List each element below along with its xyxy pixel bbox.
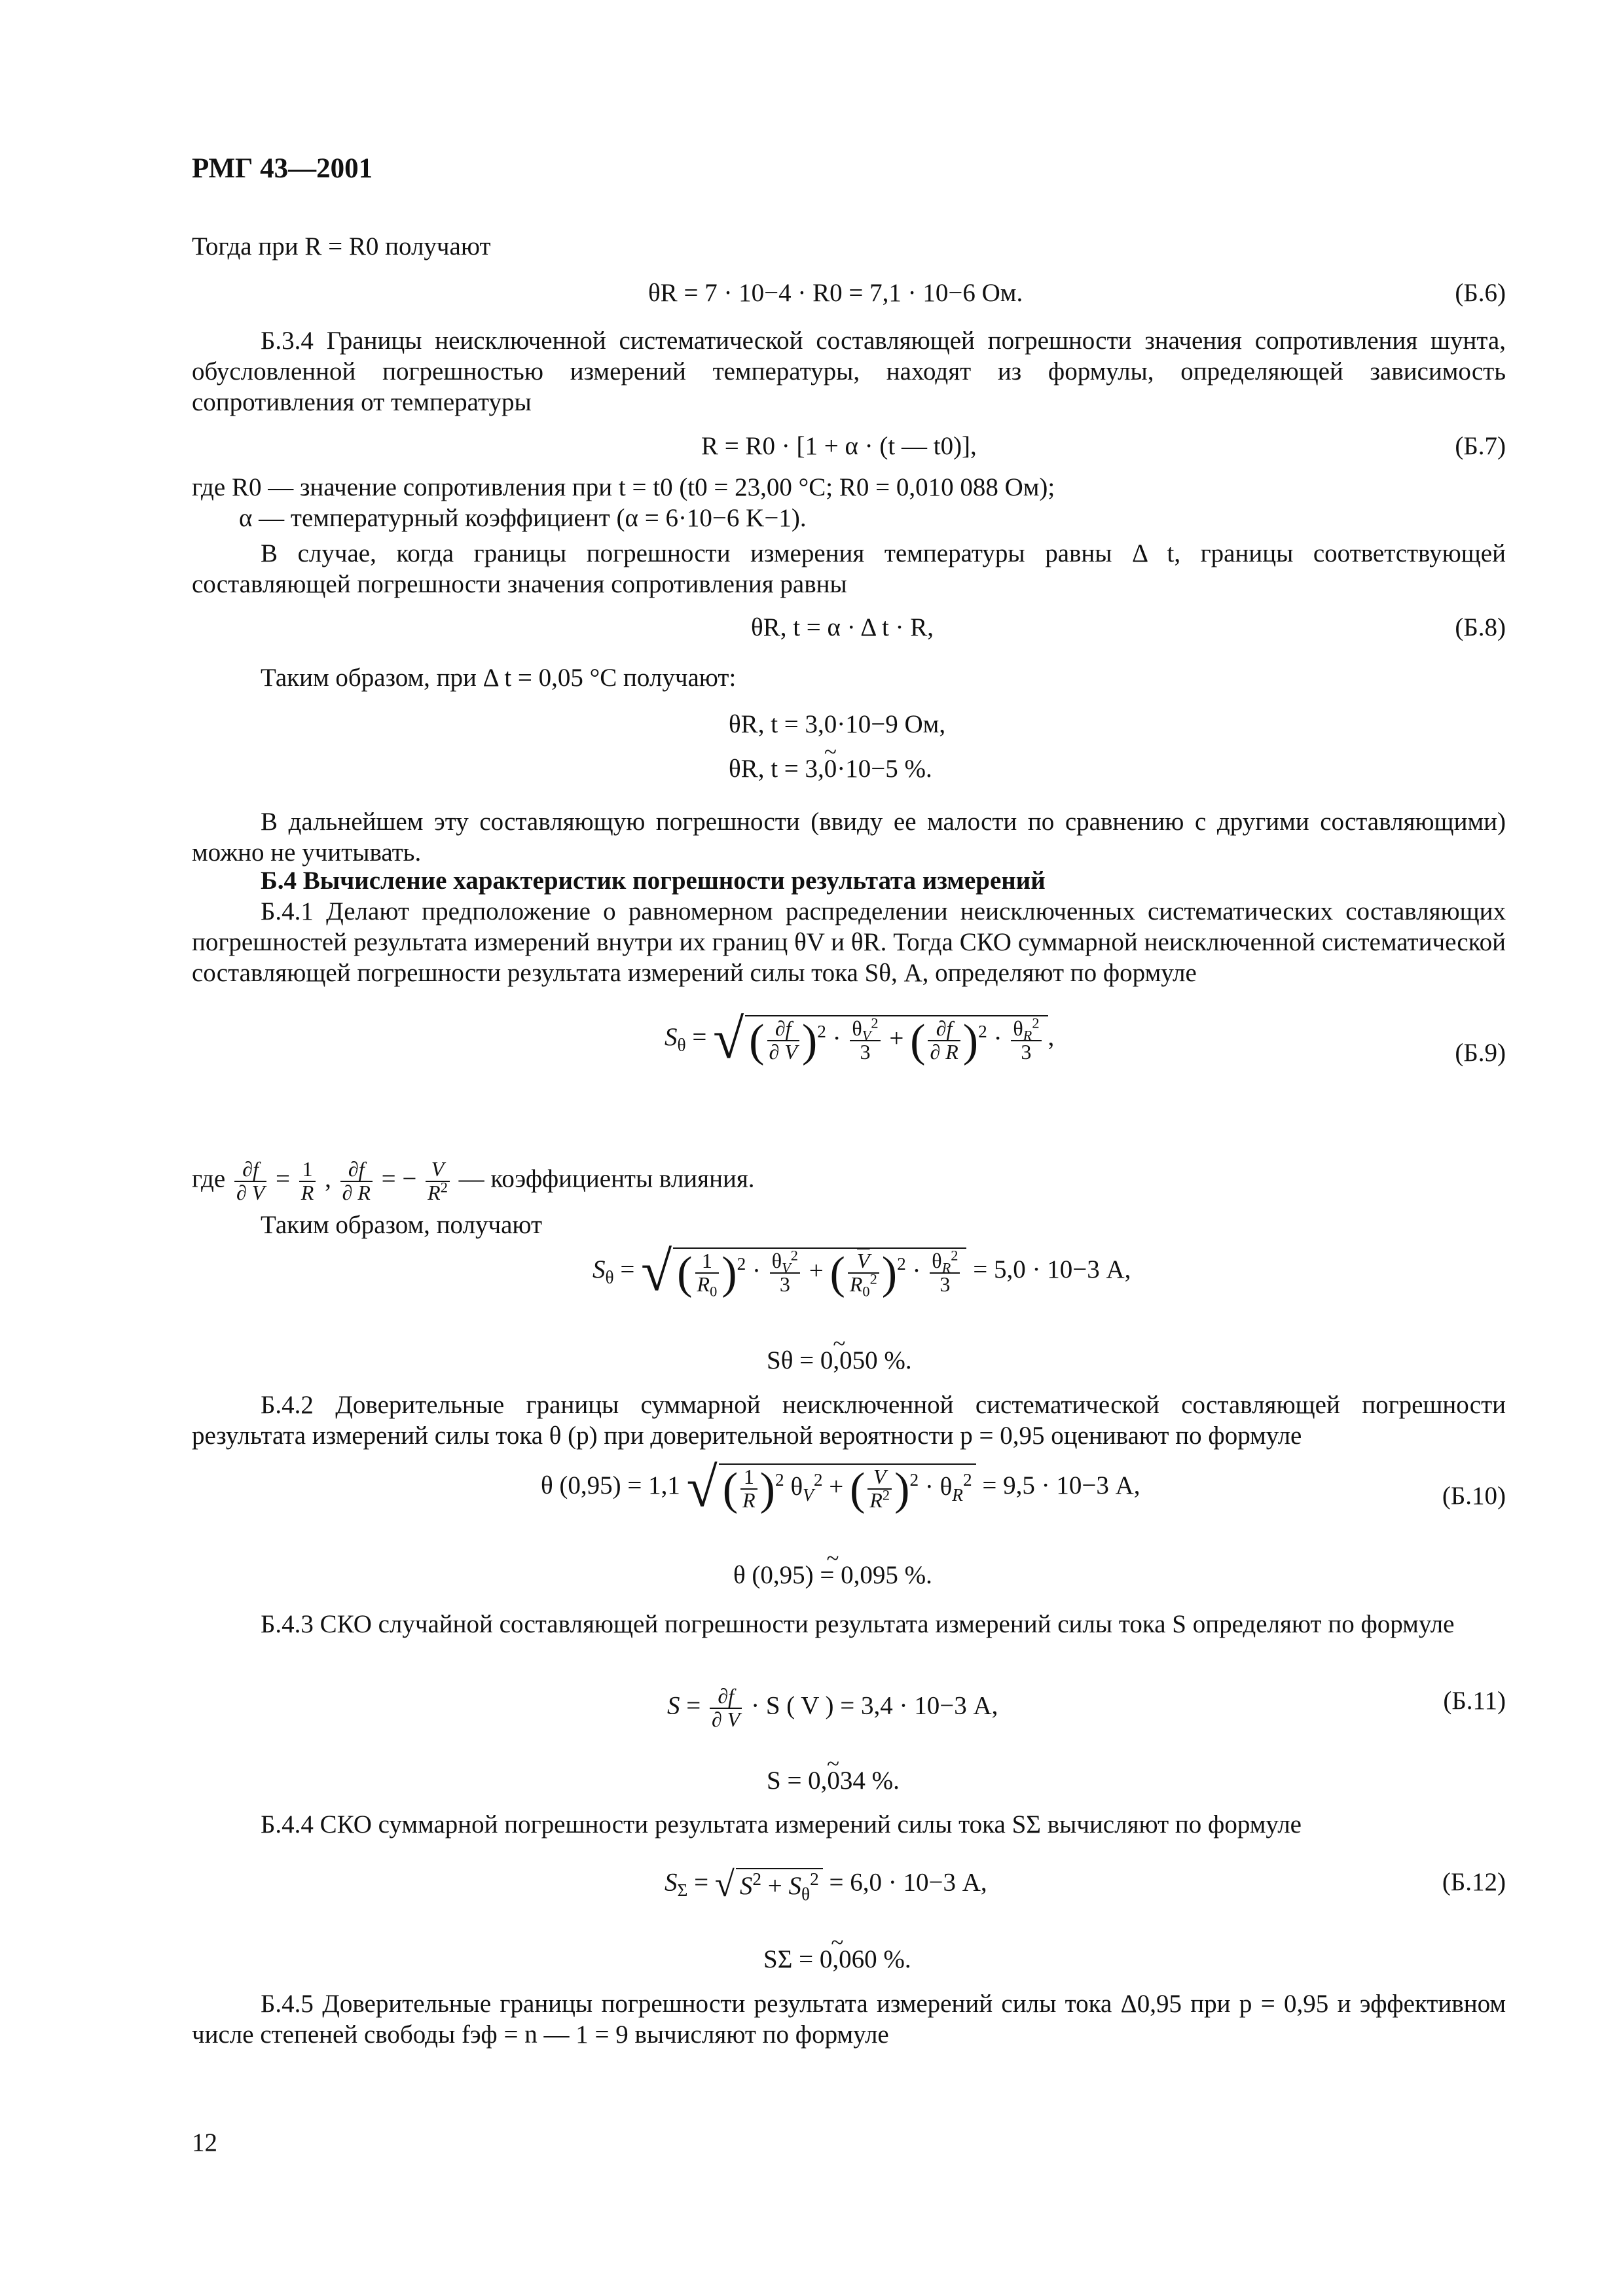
thus-line-2: Таким образом, получают bbox=[261, 1211, 543, 1239]
equation-number-b6: (Б.6) bbox=[1455, 279, 1506, 307]
thus-line-1: Таким образом, при Δ t = 0,05 °C получают: bbox=[261, 664, 737, 692]
where-b9-text: — коэффициенты влияния. bbox=[458, 1164, 755, 1193]
equation-number-b11: (Б.11) bbox=[1443, 1687, 1506, 1715]
result-s-theta-relative-text: ~ Sθ = 0,050 %. bbox=[767, 1345, 912, 1376]
result-s-relative-text: ~ S = 0,034 %. bbox=[767, 1765, 900, 1796]
equation-b11: S = $\frac{\partial f}{\partial V}$ · S ( V ) = 3,4 · 10−3 А, bbox=[667, 1685, 998, 1731]
equation-b6: θR = 7 · 10−4 · R0 = 7,1 · 10−6 Ом. bbox=[648, 279, 1023, 307]
result-s-theta-relative bbox=[767, 1345, 912, 1376]
paragraph-case: В случае, когда границы погрешности измерения температуры равны Δ t, границы соответствующей составляющей погрешности значения сопротивления равны bbox=[192, 539, 1506, 598]
equation-b12: $S_\Sigma$ = √ $S^2 + S_\theta^2 = 6,0 \cdot 10-3$ А, bbox=[665, 1864, 987, 1904]
equation-b8: θR, t = α · Δ t · R, bbox=[751, 613, 934, 641]
equation-b12-rhs: = 6,0 · 10−3 А, bbox=[829, 1868, 987, 1897]
where-b7-line1: где R0 — значение сопротивления при t = t0 (t0 = 23,00 °C; R0 = 0,010 088 Ом); bbox=[192, 473, 1055, 501]
result-s-relative bbox=[767, 1765, 900, 1796]
equation-b9: $S_\theta$ = √ ( $\frac{\partial f}{\partial V}$ )$^2$ · $\frac{\theta_V^2}{3}$ + ( $\frac{\partial f}{\partial R}$ )$^2$ · $\frac{\theta_R^2}{3}$ , bbox=[665, 1008, 1055, 1070]
page-header: РМГ 43—2001 bbox=[192, 153, 373, 184]
equation-number-b12: (Б.12) bbox=[1442, 1868, 1506, 1896]
paragraph-b4-2: Б.4.2 Доверительные границы суммарной неисключенной систематической составляющей погрешности результата измерений силы тока θ (p) при доверительной вероятности p = 0,95 оценивают по формуле bbox=[192, 1391, 1506, 1450]
equation-number-b9: (Б.9) bbox=[1455, 1039, 1506, 1067]
result-theta-095-text: ~ θ (0,95) = 0,095 %. bbox=[733, 1560, 932, 1590]
result-s-theta: $S_\theta$ = √ ( $\frac{1}{R_0}$ )$^2$ · $\frac{\theta_V^2}{3}$ + ( $\frac{\overline{V}}{R_0^2}$ )$^2$ · $\frac{\theta_R^2}{3}$ = 5,0 · 10−3 А, bbox=[593, 1240, 1131, 1302]
intro-b6: Тогда при R = R0 получают bbox=[192, 232, 491, 260]
paragraph-b4-3: Б.4.3 СКО случайной составляющей погрешности результата измерений силы тока S определяют по формуле bbox=[261, 1610, 1455, 1638]
where-b9: где $\frac{\partial f}{\partial V}$ = $\frac{1}{R}$ , $\frac{\partial f}{\partial R}$ = − $\frac{V}{R^2}$ — коэффициенты влияния. bbox=[192, 1158, 755, 1204]
paragraph-further: В дальнейшем эту составляющую погрешности (ввиду ее малости по сравнению с другими составляющими) можно не учитывать. bbox=[192, 808, 1506, 867]
equation-number-b10: (Б.10) bbox=[1442, 1482, 1506, 1510]
result-s-sigma-relative bbox=[763, 1944, 911, 1975]
equation-b10-lhs: θ (0,95) = 1,1 bbox=[541, 1471, 680, 1499]
paragraph-b3-4: Б.3.4 Границы неисключенной систематической составляющей погрешности значения сопротивления шунта, обусловленной погрешностью измерений температуры, находят из формулы, определяющей зависимость сопротивления от температуры bbox=[192, 327, 1506, 416]
equation-b11-rhs: · S ( V ) = 3,4 · 10−3 А, bbox=[751, 1691, 998, 1720]
page-number: 12 bbox=[192, 2128, 217, 2157]
equation-b7: R = R0 · [1 + α · (t — t0)], bbox=[701, 432, 977, 460]
paragraph-b4-1: Б.4.1 Делают предположение о равномерном распределении неисключенных систематических составляющих погрешностей результата измерений внутри их границ θV и θR. Тогда СКО суммарной неисключенной систематической составляющей погрешности результата измерений силы тока Sθ, А, определяют по формуле bbox=[192, 897, 1506, 987]
where-b7-line2: α — температурный коэффициент (α = 6·10−6 K−1). bbox=[239, 504, 807, 532]
result-s-sigma-relative-text: ~ SΣ = 0,060 %. bbox=[763, 1944, 911, 1975]
equation-number-b7: (Б.7) bbox=[1455, 432, 1506, 460]
result-s-theta-value: = 5,0 · 10−3 А, bbox=[973, 1255, 1131, 1283]
result-theta-095 bbox=[733, 1560, 932, 1590]
result-theta-rt: θR, t = 3,0·10−9 Ом, bbox=[729, 710, 946, 738]
equation-number-b8: (Б.8) bbox=[1455, 613, 1506, 641]
equation-b10-rhs: = 9,5 · 10−3 А, bbox=[982, 1471, 1140, 1499]
paragraph-b4-4: Б.4.4 СКО суммарной погрешности результата измерений силы тока SΣ вычисляют по формуле bbox=[261, 1810, 1302, 1839]
result-theta-rt-relative-text: ~ θR, t = 3,0·10−5 %. bbox=[729, 753, 932, 784]
paragraph-b4-5: Б.4.5 Доверительные границы погрешности результата измерений силы тока Δ0,95 при p = 0,95 и эффективном числе степеней свободы fэф = n — 1 = 9 вычисляют по формуле bbox=[192, 1990, 1506, 2049]
equation-b10: θ (0,95) = 1,1 √ ( $\frac{1}{R}$ )$^2$ $\theta_V^2$ + ( $\frac{V}{R^2}$ )$^2 \cdot \theta_R^2 = 9,5 \cdot 10-3$ А, bbox=[541, 1456, 1140, 1518]
result-theta-rt-relative bbox=[729, 753, 932, 784]
section-heading-b4: Б.4 Вычисление характеристик погрешности результата измерений bbox=[261, 867, 1046, 895]
